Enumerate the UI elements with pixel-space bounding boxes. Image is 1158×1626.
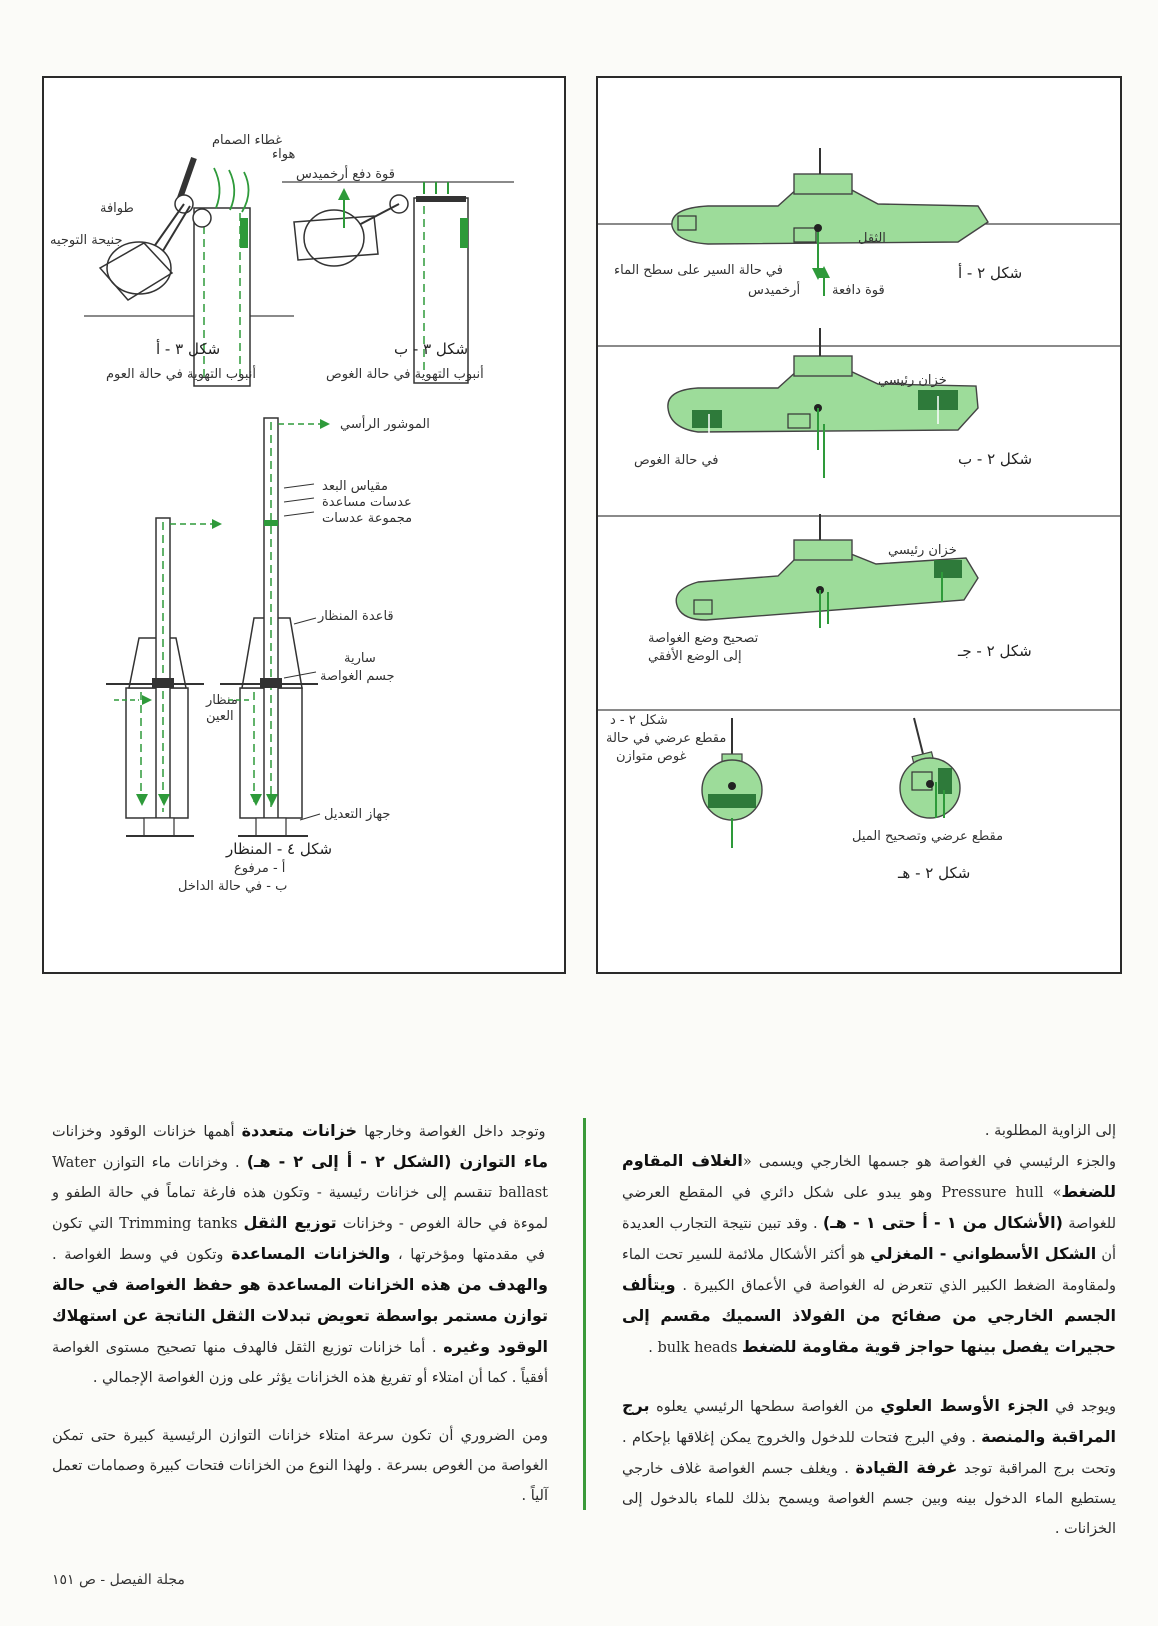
caption-fig-2a: شكل ٢ - أ bbox=[958, 264, 1023, 282]
label-hull: جسم الغواصة bbox=[320, 669, 395, 684]
label-air: هواء bbox=[272, 147, 296, 162]
label-main-tank-c: خزان رئيسي bbox=[888, 543, 957, 558]
caption-fig-2b: شكل ٢ - ب bbox=[958, 450, 1033, 468]
column-divider bbox=[583, 1118, 586, 1510]
valve-cover bbox=[180, 158, 194, 198]
label-valve-cover: غطاء الصمام bbox=[212, 133, 283, 148]
paragraph-pressure-hull: والجزء الرئيسي في الغواصة هو جسمها الخارجي ويسمى «الغلاف المقاوم للضغط» Pressure hull وهو يبدو على شكل دائري في المقطع العرضي للغواصة (الأشكال من ١ - أ حتى ١ - هـ) . وقد تبين نتيجة التجارب العديدة أن الشكل الأسطواني - المغزلي هو أكثر الأشكال ملائمة للسير تحت الماء ولمقاومة الضغط الكبير الذي تتعرض له الغواصة في الأعماق الكبيرة . ويتألف الجسم الخارجي من صفائح من الفولاذ السميك مقسم إلى حجيرات يفصل بينها حواجز قوية مقاومة للضغط bulk heads . bbox=[622, 1151, 1117, 1356]
label-buoyancy: قوة دافعة bbox=[832, 283, 885, 298]
label-eyepiece-2: العين bbox=[206, 709, 234, 724]
label-float: طوافة bbox=[100, 201, 134, 216]
label-periscope-base: قاعدة المنظار bbox=[318, 609, 394, 624]
paragraph-fill-speed: ومن الضروري أن تكون سرعة امتلاء خزانات التوازن الرئيسية كبيرة حتى تمكن الغواصة من الغوص بسرعة . ولهذا النوع من الخزانات فتحات كبيرة وصمامات تعمل آلياً . bbox=[52, 1428, 548, 1504]
label-adjust-device: جهاز التعديل bbox=[324, 807, 391, 822]
paragraph: إلى الزاوية المطلوبة . bbox=[984, 1123, 1116, 1139]
label-eyepiece-1: منظار bbox=[206, 693, 238, 708]
label-upward: أرخميدس bbox=[748, 283, 801, 298]
label-2d-note-1: مقطع عرضي في حالة bbox=[606, 731, 727, 746]
caption-fig-3b: شكل ٣ - ب bbox=[394, 340, 469, 358]
label-dive-state: في حالة الغوص bbox=[634, 453, 719, 468]
label-2d-note-2: غوص متوازن bbox=[616, 749, 687, 764]
caption-fig-2c: شكل ٢ - جـ bbox=[958, 642, 1032, 660]
label-top-prism: الموشور الرأسي bbox=[340, 417, 430, 432]
caption-fig-2d: شكل ٢ - د bbox=[610, 713, 668, 728]
label-range-meter: مقياس البعد bbox=[322, 479, 389, 494]
caption-fig-2e: شكل ٢ - هـ bbox=[898, 864, 971, 882]
submarine-balance-diagram bbox=[598, 78, 1120, 972]
subcaption-fig-3a: أنبوب التهوية في حالة العوم bbox=[106, 367, 257, 382]
label-2e-note: مقطع عرضي وتصحيح الميل bbox=[852, 829, 1004, 844]
label-aux-lenses: عدسات مساعدة bbox=[322, 495, 412, 510]
subcaption-fig-3b: أنبوب التهوية في حالة الغوص bbox=[326, 367, 484, 382]
text-column-right bbox=[622, 1116, 1116, 1544]
caption-fig-3a: شكل ٣ - أ bbox=[156, 340, 221, 358]
text-column-left bbox=[52, 1116, 548, 1511]
label-surface-state: في حالة السير على سطح الماء bbox=[614, 263, 783, 278]
label-buoyant-force: قوة دفع أرخميدس bbox=[296, 167, 395, 182]
diagram-panel-submarine-balance bbox=[596, 76, 1122, 974]
diagram-panel-ventilation-periscope bbox=[42, 76, 566, 974]
subcaption-fig-4a: أ - مرفوع bbox=[234, 861, 286, 876]
submarine-surfaced bbox=[672, 148, 988, 244]
label-sail: سارية bbox=[344, 651, 376, 666]
label-lens-group: مجموعة عدسات bbox=[322, 511, 413, 526]
label-trim-note-2: إلى الوضع الأفقي bbox=[648, 649, 742, 664]
label-weight: الثقل bbox=[858, 231, 886, 246]
label-guide-wing: جنيحة التوجيه bbox=[50, 233, 123, 248]
paragraph-tower: ويوجد في الجزء الأوسط العلوي من الغواصة سطحها الرئيسي يعلوه برج المراقبة والمنصة . وفي البرج فتحات للدخول والخروج يمكن إغلاقها بإحكام . وتحت برج المراقبة توجد غرفة القيادة . ويغلف جسم الغواصة غلاف خارجي يستطيع الماء الدخول بينه وبين جسم الغواصة ويسمح بذلك للماء بالدخول إلى الخزانات . bbox=[622, 1396, 1116, 1537]
caption-fig-4: شكل ٤ - المنظار bbox=[226, 840, 333, 858]
subcaption-fig-4b: ب - في حالة الداخل bbox=[178, 879, 288, 894]
paragraph-tanks: وتوجد داخل الغواصة وخارجها خزانات متعددة أهمها خزانات الوقود وخزانات ماء التوازن (الشكل ٢ - أ إلى ٢ - هـ) . وخزانات ماء التوازن Water ballast تنقسم إلى خزانات رئيسية - وتكون هذه فارغة تماماً في حالة الطفو و لموءة في حالة الغوص - وخزانات توزيع الثقل Trimming tanks التي تكون في مقدمتها ومؤخرتها ، والخزانات المساعدة وتكون في وسط الغواصة . والهدف من هذه الخزانات المساعدة هو حفظ الغواصة في حالة توازن مستمر بواسطة تعويض تبدلات الثقل الناتجة عن استهلاك الوقود وغيره . أما خزانات توزيع الثقل فالهدف منها تصحيح مستوى الغواصة أفقياً . كما أن امتلاء أو تفريغ هذه الخزانات يؤثر على وزن الغواصة الإجمالي . bbox=[52, 1121, 549, 1386]
submarine-cross-section-tilted bbox=[900, 718, 960, 818]
label-main-tank-b: خزان رئيسي bbox=[878, 373, 947, 388]
page-footer: مجلة الفيصل - ص ١٥١ bbox=[52, 1572, 185, 1588]
ventilation-periscope-diagram bbox=[44, 78, 564, 972]
label-trim-note-1: تصحيح وضع الغواصة bbox=[648, 631, 759, 646]
